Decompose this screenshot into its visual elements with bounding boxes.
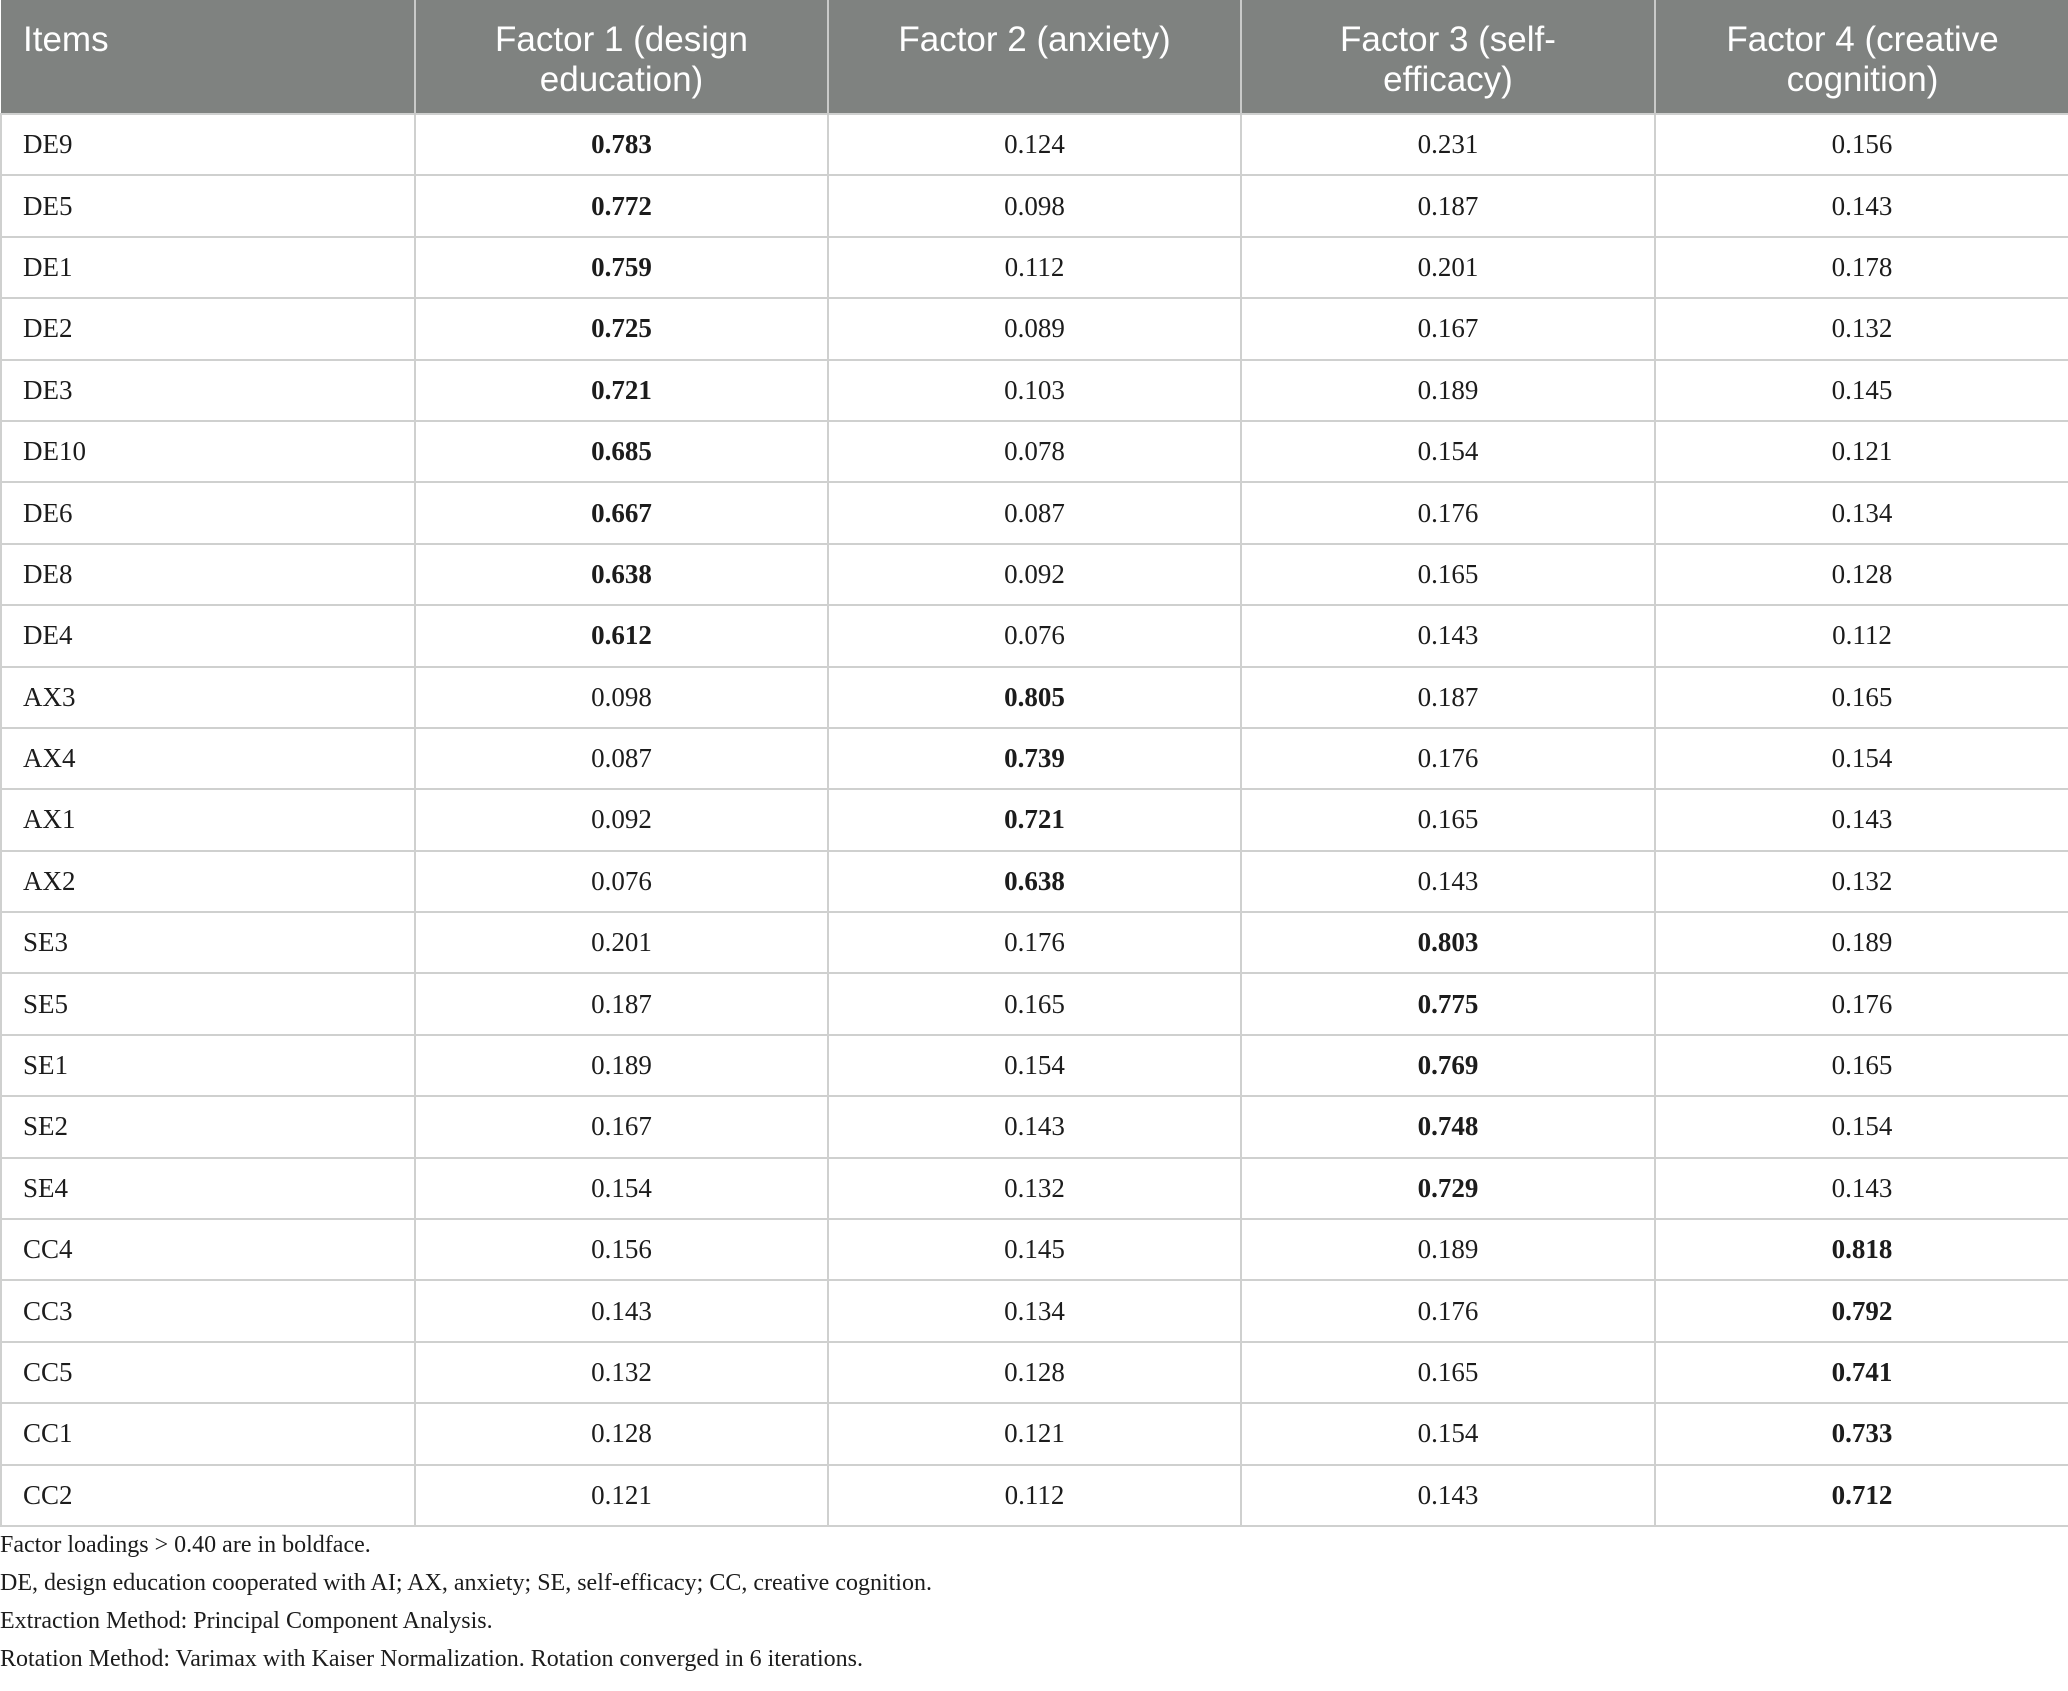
item-label-cell: AX4 <box>1 728 415 789</box>
header-items: Items <box>1 0 415 114</box>
table-row <box>1 1280 2068 1341</box>
item-label-cell: DE3 <box>1 360 415 421</box>
loading-cell-factor-2: 0.124 <box>828 114 1241 175</box>
loading-cell-factor-1: 0.076 <box>415 851 828 912</box>
loading-cell-factor-4: 0.143 <box>1655 175 2068 236</box>
loading-cell-factor-4: 0.143 <box>1655 1158 2068 1219</box>
loading-cell-factor-2: 0.132 <box>828 1158 1241 1219</box>
table-row <box>1 360 2068 421</box>
table-row <box>1 421 2068 482</box>
table-row <box>1 114 2068 175</box>
loading-cell-factor-1: 0.143 <box>415 1280 828 1341</box>
footnote-line: DE, design education cooperated with AI; AX, anxiety; SE, self-efficacy; CC, creative cognition. <box>0 1570 932 1596</box>
loading-cell-factor-1: 0.685 <box>415 421 828 482</box>
footnote-line: Rotation Method: Varimax with Kaiser Normalization. Rotation converged in 6 iterations. <box>0 1646 863 1672</box>
loading-cell-factor-2: 0.098 <box>828 175 1241 236</box>
table-row <box>1 237 2068 298</box>
loading-cell-factor-1: 0.154 <box>415 1158 828 1219</box>
loading-cell-factor-1: 0.612 <box>415 605 828 666</box>
loading-cell-factor-1: 0.721 <box>415 360 828 421</box>
item-label-cell: AX2 <box>1 851 415 912</box>
loading-cell-factor-4: 0.154 <box>1655 728 2068 789</box>
item-label-cell: SE4 <box>1 1158 415 1219</box>
loading-cell-factor-3: 0.187 <box>1241 175 1655 236</box>
loading-cell-factor-4: 0.132 <box>1655 298 2068 359</box>
loading-cell-factor-2: 0.103 <box>828 360 1241 421</box>
table-row <box>1 728 2068 789</box>
table-row <box>1 1219 2068 1280</box>
table-footnotes <box>0 1526 932 1678</box>
item-label-cell: DE8 <box>1 544 415 605</box>
item-label-cell: DE6 <box>1 482 415 543</box>
loading-cell-factor-3: 0.165 <box>1241 789 1655 850</box>
item-label-cell: CC5 <box>1 1342 415 1403</box>
loading-cell-factor-2: 0.154 <box>828 1035 1241 1096</box>
loading-cell-factor-3: 0.143 <box>1241 1465 1655 1526</box>
loading-cell-factor-2: 0.143 <box>828 1096 1241 1157</box>
loading-cell-factor-4: 0.145 <box>1655 360 2068 421</box>
item-label-cell: AX3 <box>1 667 415 728</box>
loading-cell-factor-3: 0.769 <box>1241 1035 1655 1096</box>
loading-cell-factor-1: 0.725 <box>415 298 828 359</box>
loading-cell-factor-4: 0.143 <box>1655 789 2068 850</box>
item-label-cell: DE2 <box>1 298 415 359</box>
loading-cell-factor-2: 0.121 <box>828 1403 1241 1464</box>
loading-cell-factor-3: 0.165 <box>1241 544 1655 605</box>
loading-cell-factor-3: 0.165 <box>1241 1342 1655 1403</box>
loading-cell-factor-3: 0.775 <box>1241 973 1655 1034</box>
loading-cell-factor-2: 0.638 <box>828 851 1241 912</box>
loading-cell-factor-3: 0.176 <box>1241 482 1655 543</box>
loading-cell-factor-1: 0.132 <box>415 1342 828 1403</box>
table-body <box>1 114 2068 1526</box>
loading-cell-factor-1: 0.167 <box>415 1096 828 1157</box>
loading-cell-factor-3: 0.201 <box>1241 237 1655 298</box>
loading-cell-factor-3: 0.154 <box>1241 1403 1655 1464</box>
item-label-cell: DE9 <box>1 114 415 175</box>
loading-cell-factor-2: 0.176 <box>828 912 1241 973</box>
loading-cell-factor-3: 0.189 <box>1241 1219 1655 1280</box>
item-label-cell: CC4 <box>1 1219 415 1280</box>
loading-cell-factor-4: 0.112 <box>1655 605 2068 666</box>
table-row <box>1 482 2068 543</box>
table-row <box>1 851 2068 912</box>
footnote-line: Factor loadings > 0.40 are in boldface. <box>0 1532 371 1558</box>
loading-cell-factor-2: 0.134 <box>828 1280 1241 1341</box>
table-row <box>1 912 2068 973</box>
loading-cell-factor-1: 0.098 <box>415 667 828 728</box>
loading-cell-factor-4: 0.178 <box>1655 237 2068 298</box>
loading-cell-factor-4: 0.741 <box>1655 1342 2068 1403</box>
loading-cell-factor-1: 0.121 <box>415 1465 828 1526</box>
loading-cell-factor-2: 0.078 <box>828 421 1241 482</box>
loading-cell-factor-3: 0.176 <box>1241 1280 1655 1341</box>
table-row <box>1 1035 2068 1096</box>
table-row <box>1 1096 2068 1157</box>
header-factor-1: Factor 1 (design education) <box>415 0 828 114</box>
loading-cell-factor-3: 0.803 <box>1241 912 1655 973</box>
loading-cell-factor-3: 0.748 <box>1241 1096 1655 1157</box>
loading-cell-factor-1: 0.783 <box>415 114 828 175</box>
table-row <box>1 175 2068 236</box>
item-label-cell: DE4 <box>1 605 415 666</box>
item-label-cell: DE10 <box>1 421 415 482</box>
item-label-cell: SE5 <box>1 973 415 1034</box>
loading-cell-factor-3: 0.154 <box>1241 421 1655 482</box>
loading-cell-factor-2: 0.087 <box>828 482 1241 543</box>
item-label-cell: SE2 <box>1 1096 415 1157</box>
table-row <box>1 1465 2068 1526</box>
table-row <box>1 667 2068 728</box>
loading-cell-factor-3: 0.189 <box>1241 360 1655 421</box>
loading-cell-factor-3: 0.143 <box>1241 851 1655 912</box>
table-header <box>1 0 2068 114</box>
loading-cell-factor-4: 0.165 <box>1655 1035 2068 1096</box>
loading-cell-factor-4: 0.154 <box>1655 1096 2068 1157</box>
table-row <box>1 789 2068 850</box>
loading-cell-factor-2: 0.112 <box>828 237 1241 298</box>
loading-cell-factor-1: 0.087 <box>415 728 828 789</box>
loading-cell-factor-4: 0.792 <box>1655 1280 2068 1341</box>
item-label-cell: DE5 <box>1 175 415 236</box>
loading-cell-factor-4: 0.733 <box>1655 1403 2068 1464</box>
table-row <box>1 1158 2068 1219</box>
loading-cell-factor-3: 0.176 <box>1241 728 1655 789</box>
item-label-cell: CC3 <box>1 1280 415 1341</box>
footnote-line: Extraction Method: Principal Component Analysis. <box>0 1608 493 1634</box>
item-label-cell: CC1 <box>1 1403 415 1464</box>
loading-cell-factor-2: 0.739 <box>828 728 1241 789</box>
item-label-cell: SE1 <box>1 1035 415 1096</box>
loading-cell-factor-4: 0.128 <box>1655 544 2068 605</box>
item-label-cell: DE1 <box>1 237 415 298</box>
loading-cell-factor-1: 0.187 <box>415 973 828 1034</box>
table-row <box>1 1403 2068 1464</box>
loading-cell-factor-1: 0.638 <box>415 544 828 605</box>
item-label-cell: SE3 <box>1 912 415 973</box>
loading-cell-factor-4: 0.176 <box>1655 973 2068 1034</box>
loading-cell-factor-3: 0.167 <box>1241 298 1655 359</box>
loading-cell-factor-4: 0.132 <box>1655 851 2068 912</box>
loading-cell-factor-4: 0.156 <box>1655 114 2068 175</box>
table-row <box>1 973 2068 1034</box>
loading-cell-factor-2: 0.145 <box>828 1219 1241 1280</box>
loading-cell-factor-4: 0.712 <box>1655 1465 2068 1526</box>
loading-cell-factor-4: 0.818 <box>1655 1219 2068 1280</box>
loading-cell-factor-1: 0.189 <box>415 1035 828 1096</box>
loading-cell-factor-2: 0.805 <box>828 667 1241 728</box>
table-row <box>1 298 2068 359</box>
loading-cell-factor-3: 0.143 <box>1241 605 1655 666</box>
loading-cell-factor-2: 0.089 <box>828 298 1241 359</box>
loading-cell-factor-1: 0.128 <box>415 1403 828 1464</box>
loading-cell-factor-4: 0.189 <box>1655 912 2068 973</box>
loading-cell-factor-1: 0.667 <box>415 482 828 543</box>
loading-cell-factor-3: 0.187 <box>1241 667 1655 728</box>
loading-cell-factor-2: 0.165 <box>828 973 1241 1034</box>
loading-cell-factor-1: 0.156 <box>415 1219 828 1280</box>
table-row <box>1 605 2068 666</box>
header-factor-3: Factor 3 (self-efficacy) <box>1241 0 1655 114</box>
item-label-cell: AX1 <box>1 789 415 850</box>
loading-cell-factor-2: 0.128 <box>828 1342 1241 1403</box>
loading-cell-factor-2: 0.076 <box>828 605 1241 666</box>
table-row <box>1 1342 2068 1403</box>
header-factor-2: Factor 2 (anxiety) <box>828 0 1241 114</box>
loading-cell-factor-2: 0.112 <box>828 1465 1241 1526</box>
loading-cell-factor-3: 0.231 <box>1241 114 1655 175</box>
header-factor-4: Factor 4 (creative cognition) <box>1726 20 1999 99</box>
loading-cell-factor-3: 0.729 <box>1241 1158 1655 1219</box>
loading-cell-factor-1: 0.201 <box>415 912 828 973</box>
loading-cell-factor-1: 0.772 <box>415 175 828 236</box>
loading-cell-factor-4: 0.121 <box>1655 421 2068 482</box>
loading-cell-factor-2: 0.092 <box>828 544 1241 605</box>
loading-cell-factor-1: 0.092 <box>415 789 828 850</box>
loading-cell-factor-2: 0.721 <box>828 789 1241 850</box>
loading-cell-factor-1: 0.759 <box>415 237 828 298</box>
header-row <box>1 0 2068 114</box>
table-row <box>1 544 2068 605</box>
loading-cell-factor-4: 0.165 <box>1655 667 2068 728</box>
loading-cell-factor-4: 0.134 <box>1655 482 2068 543</box>
item-label-cell: CC2 <box>1 1465 415 1526</box>
